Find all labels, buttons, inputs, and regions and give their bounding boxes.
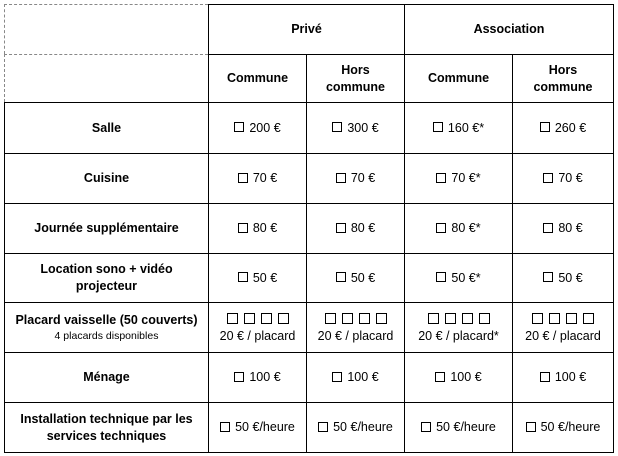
price-cell: 100 € xyxy=(209,353,306,402)
price-cell: 50 €/heure xyxy=(513,403,613,452)
row-label-salle: Salle xyxy=(91,120,122,135)
checkbox[interactable] xyxy=(433,122,443,132)
checkbox[interactable] xyxy=(583,313,594,324)
price-cell: 20 € / placard xyxy=(513,303,613,352)
placard-sublabel: 4 placards disponibles xyxy=(54,330,159,342)
header-association: Association xyxy=(473,22,545,36)
price-cell: 70 € xyxy=(307,154,404,203)
header-association-commune: Commune xyxy=(427,71,490,85)
price-cell: 80 € xyxy=(307,204,404,253)
header-prive-commune: Commune xyxy=(226,71,289,85)
checkbox[interactable] xyxy=(435,372,445,382)
checkbox[interactable] xyxy=(238,272,248,282)
checkbox[interactable] xyxy=(261,313,272,324)
checkbox[interactable] xyxy=(428,313,439,324)
price-cell: 20 € / placard xyxy=(307,303,404,352)
price-cell: 50 €/heure xyxy=(405,403,512,452)
price-cell: 50 € xyxy=(209,254,306,302)
price-cell: 100 € xyxy=(307,353,404,402)
price-cell: 200 € xyxy=(209,103,306,153)
checkbox[interactable] xyxy=(278,313,289,324)
price-cell: 20 € / placard xyxy=(209,303,306,352)
placard-label: Placard vaisselle (50 couverts) xyxy=(15,313,198,327)
price-cell: 70 €* xyxy=(405,154,512,203)
checkbox[interactable] xyxy=(342,313,353,324)
checkbox[interactable] xyxy=(543,272,553,282)
price-cell: 80 €* xyxy=(405,204,512,253)
pricing-table xyxy=(4,4,614,453)
price-cell: 50 € xyxy=(513,254,613,302)
price-cell: 70 € xyxy=(513,154,613,203)
checkbox[interactable] xyxy=(540,122,550,132)
checkbox[interactable] xyxy=(227,313,238,324)
price-cell: 100 € xyxy=(405,353,512,402)
checkbox[interactable] xyxy=(462,313,473,324)
checkbox[interactable] xyxy=(526,422,536,432)
checkbox[interactable] xyxy=(543,173,553,183)
checkbox[interactable] xyxy=(566,313,577,324)
price-cell: 300 € xyxy=(307,103,404,153)
price-cell: 50 €* xyxy=(405,254,512,302)
checkbox[interactable] xyxy=(421,422,431,432)
checkbox[interactable] xyxy=(238,173,248,183)
row-label-cuisine: Cuisine xyxy=(83,171,130,185)
checkbox[interactable] xyxy=(543,223,553,233)
checkbox[interactable] xyxy=(479,313,490,324)
checkbox[interactable] xyxy=(234,122,244,132)
checkbox[interactable] xyxy=(332,372,342,382)
checkbox[interactable] xyxy=(549,313,560,324)
checkbox[interactable] xyxy=(336,173,346,183)
checkbox[interactable] xyxy=(325,313,336,324)
price-cell: 260 € xyxy=(513,103,613,153)
checkbox[interactable] xyxy=(318,422,328,432)
row-label-installation-technique: Installation technique par les services techniques xyxy=(20,411,193,443)
checkbox[interactable] xyxy=(445,313,456,324)
price-cell: 100 € xyxy=(513,353,613,402)
checkbox[interactable] xyxy=(336,223,346,233)
checkbox[interactable] xyxy=(532,313,543,324)
price-cell: 50 €/heure xyxy=(307,403,404,452)
row-label-journee-supplementaire: Journée supplémentaire xyxy=(34,221,179,235)
checkbox[interactable] xyxy=(244,313,255,324)
row-label-menage: Ménage xyxy=(83,370,130,384)
price-cell: 20 € / placard* xyxy=(405,303,512,352)
checkbox[interactable] xyxy=(436,223,446,233)
checkbox[interactable] xyxy=(220,422,230,432)
checkbox[interactable] xyxy=(436,173,446,183)
header-prive-hors-commune: Hors commune xyxy=(325,62,386,94)
header-prive: Privé xyxy=(291,22,322,36)
price-cell: 80 € xyxy=(513,204,613,253)
price-cell: 70 € xyxy=(209,154,306,203)
checkbox[interactable] xyxy=(359,313,370,324)
checkbox[interactable] xyxy=(234,372,244,382)
row-label-location-sono: Location sono + vidéo projecteur xyxy=(40,262,173,293)
checkbox[interactable] xyxy=(336,272,346,282)
checkbox[interactable] xyxy=(238,223,248,233)
header-association-hors-commune: Hors commune xyxy=(533,62,593,94)
price-cell: 160 €* xyxy=(405,103,512,153)
checkbox[interactable] xyxy=(540,372,550,382)
checkbox[interactable] xyxy=(332,122,342,132)
price-cell: 50 € xyxy=(307,254,404,302)
price-cell: 50 €/heure xyxy=(209,403,306,452)
row-label-placard-vaisselle xyxy=(5,303,208,352)
checkbox[interactable] xyxy=(436,272,446,282)
checkbox[interactable] xyxy=(376,313,387,324)
price-cell: 80 € xyxy=(209,204,306,253)
